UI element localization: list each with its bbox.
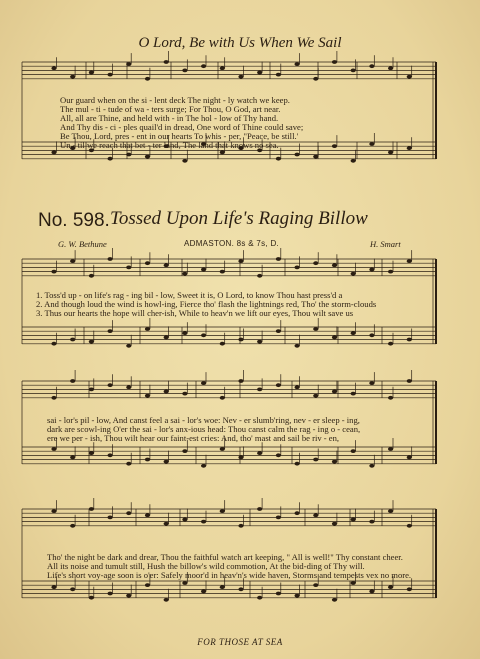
note-head [89,388,94,392]
note-head [108,453,113,457]
note-head [238,259,243,263]
note-head [388,585,393,589]
note-head [220,509,225,513]
note-head [276,329,281,333]
note-head [332,336,337,340]
note-head [51,66,56,70]
verse-line: Be Thou, Lord, pres - ent in our hearts To whis - per, "Peace, be still.' [60,131,299,141]
note-head [313,261,318,265]
note-head [238,587,243,591]
note-head [276,453,281,457]
note-head [332,522,337,526]
note-head [388,66,393,70]
verse-line: 2. And though loud the wind is howl-ing, Fierce tho' flash the lightnings red, Tho' the storm-clouds [36,299,377,309]
note-head [257,71,262,75]
hymn-composer: H. Smart [370,239,401,249]
note-head [220,396,225,400]
note-head [164,522,169,526]
note-head [220,585,225,589]
note-head [108,592,113,596]
note-head [182,272,187,276]
note-head [369,381,374,385]
note-head [407,259,412,263]
note-head [145,583,150,587]
previous-hymn-verses [60,96,430,150]
note-head [51,151,56,155]
note-head [257,388,262,392]
system-1-lyrics [36,291,376,318]
note-head [126,511,131,515]
note-head [164,263,169,267]
note-head [126,385,131,389]
hymn-author: G. W. Bethune [58,239,107,249]
note-head [220,342,225,346]
note-head [201,333,206,337]
verse-line: And Thy dis - ci - ples quail'd in dread, One word of Thine could save; [60,122,304,132]
note-head [313,394,318,398]
note-head [295,62,300,66]
verse-line: sai - lor's pil - low, And canst feel a sai - lor's woe: Nev - er slumb'ring, nev - er sleep - ing, [47,415,360,425]
note-head [407,456,412,460]
verse-line: 3. Thus our hearts the hope will cher-ish, While to heav'n we lift our eyes, Thou wilt save us [36,308,354,318]
note-head [164,598,169,602]
note-head [369,268,374,272]
hymn-number: No. 598. [38,210,110,231]
note-head [257,340,262,344]
note-head [257,596,262,600]
note-head [145,458,150,462]
note-head [70,587,75,591]
note-head [295,385,300,389]
note-head [351,272,356,276]
note-head [369,520,374,524]
note-head [407,524,412,528]
note-head [295,344,300,348]
note-head [51,396,56,400]
note-head [388,342,393,346]
note-head [145,513,150,517]
note-head [126,62,131,66]
note-head [369,464,374,468]
note-head [388,447,393,451]
verse-line: 1. Toss'd up - on life's rag - ing bil - low, Sweet it is, O Lord, to know Thou hast press'd a [36,290,343,300]
note-head [238,338,243,342]
note-head [351,581,356,585]
note-head [407,75,412,79]
verse-line: All its noise and tumult still, Hush the billow's wild commotion, At the bid-ding of Thy will. [47,561,365,571]
note-head [313,77,318,81]
verse-line: ere we per - ish, Thou wilt hear our faint-est cries: And, tho' mast and sail be riv - en, [47,433,340,443]
note-head [201,64,206,68]
note-head [126,594,131,598]
note-head [276,516,281,520]
previous-hymn-title: O Lord, Be with Us When We Sail [138,35,342,51]
note-head [276,257,281,261]
note-head [164,336,169,340]
note-head [182,449,187,453]
note-head [126,266,131,270]
note-head [145,261,150,265]
note-head [201,268,206,272]
note-head [407,338,412,342]
note-head [201,464,206,468]
page-footer: FOR THOSE AT SEA [197,637,283,647]
note-head [70,338,75,342]
note-head [257,274,262,278]
note-head [164,460,169,464]
note-head [145,394,150,398]
note-head [388,509,393,513]
note-head [295,511,300,515]
note-head [145,77,150,81]
note-head [313,155,318,159]
note-head [276,592,281,596]
verse-line: Life's short voy-age soon is o'er: Safely moor'd in heav'n's wide haven, Storms and tempests vex no more. [47,570,412,580]
note-head [182,159,187,163]
note-head [238,524,243,528]
note-head [351,331,356,335]
note-head [295,594,300,598]
verse-line: Our guard when on the si - lent deck The night - ly watch we keep. [60,95,290,105]
note-head [313,583,318,587]
note-head [126,153,131,157]
note-head [201,590,206,594]
note-head [70,524,75,528]
note-head [108,157,113,161]
note-head [51,270,56,274]
note-head [295,462,300,466]
note-head [238,379,243,383]
note-head [276,73,281,77]
note-head [70,456,75,460]
note-head [295,266,300,270]
note-head [108,257,113,261]
note-head [238,75,243,79]
note-head [89,451,94,455]
verse-line: All, all are Thine, and held with - in The hol - low of Thy hand. [60,113,279,123]
note-head [126,344,131,348]
note-head [332,60,337,64]
note-head [201,381,206,385]
note-head [51,509,56,513]
note-head [407,587,412,591]
note-head [164,60,169,64]
note-head [351,69,356,73]
note-head [182,392,187,396]
note-head [182,518,187,522]
note-head [145,155,150,159]
note-head [332,263,337,267]
tune-name: ADMASTON. 8s & 7s, D. [184,239,280,248]
system-3-lyrics [47,553,411,580]
note-head [51,342,56,346]
verse-line: dark are scowl-ing O'er the sai - lor's anx-ious head: Thou canst calm the rag - ing o - cean, [47,424,361,434]
note-head [70,75,75,79]
note-head [257,507,262,511]
note-head [257,451,262,455]
note-head [89,507,94,511]
verse-line: The mul - ti - tude of wa - ters surge; For Thou, O God, art near. [60,104,281,114]
note-head [145,327,150,331]
note-head [369,590,374,594]
note-head [70,259,75,263]
note-head [388,270,393,274]
verse-line: Tho' the night be dark and drear, Thou the faithful watch art keeping, " All is well!" Thy constant cheer. [47,552,403,562]
note-head [108,329,113,333]
note-head [89,596,94,600]
note-head [108,516,113,520]
note-head [388,151,393,155]
note-head [89,340,94,344]
note-head [351,159,356,163]
note-head [220,66,225,70]
note-head [108,73,113,77]
note-head [313,458,318,462]
note-head [126,462,131,466]
system-2-lyrics [47,416,360,443]
verse-line: Un - til we reach that bet - ter land, The land that knows no sea. [60,140,279,150]
note-head [295,153,300,157]
note-head [369,64,374,68]
note-head [313,513,318,517]
note-head [332,598,337,602]
note-head [182,69,187,73]
note-head [351,449,356,453]
note-head [332,390,337,394]
note-head [238,456,243,460]
note-head [201,520,206,524]
note-head [220,151,225,155]
note-head [51,447,56,451]
note-head [369,333,374,337]
note-head [332,460,337,464]
note-head [108,383,113,387]
note-head [407,379,412,383]
note-head [51,585,56,589]
note-head [276,157,281,161]
note-head [164,390,169,394]
note-head [89,71,94,75]
note-head [220,270,225,274]
note-head [182,331,187,335]
note-head [276,383,281,387]
note-head [351,392,356,396]
note-head [182,581,187,585]
hymn-title: Tossed Upon Life's Raging Billow [110,208,368,229]
note-head [313,327,318,331]
note-head [220,447,225,451]
note-head [70,379,75,383]
note-head [351,518,356,522]
note-head [89,274,94,278]
note-head [388,396,393,400]
